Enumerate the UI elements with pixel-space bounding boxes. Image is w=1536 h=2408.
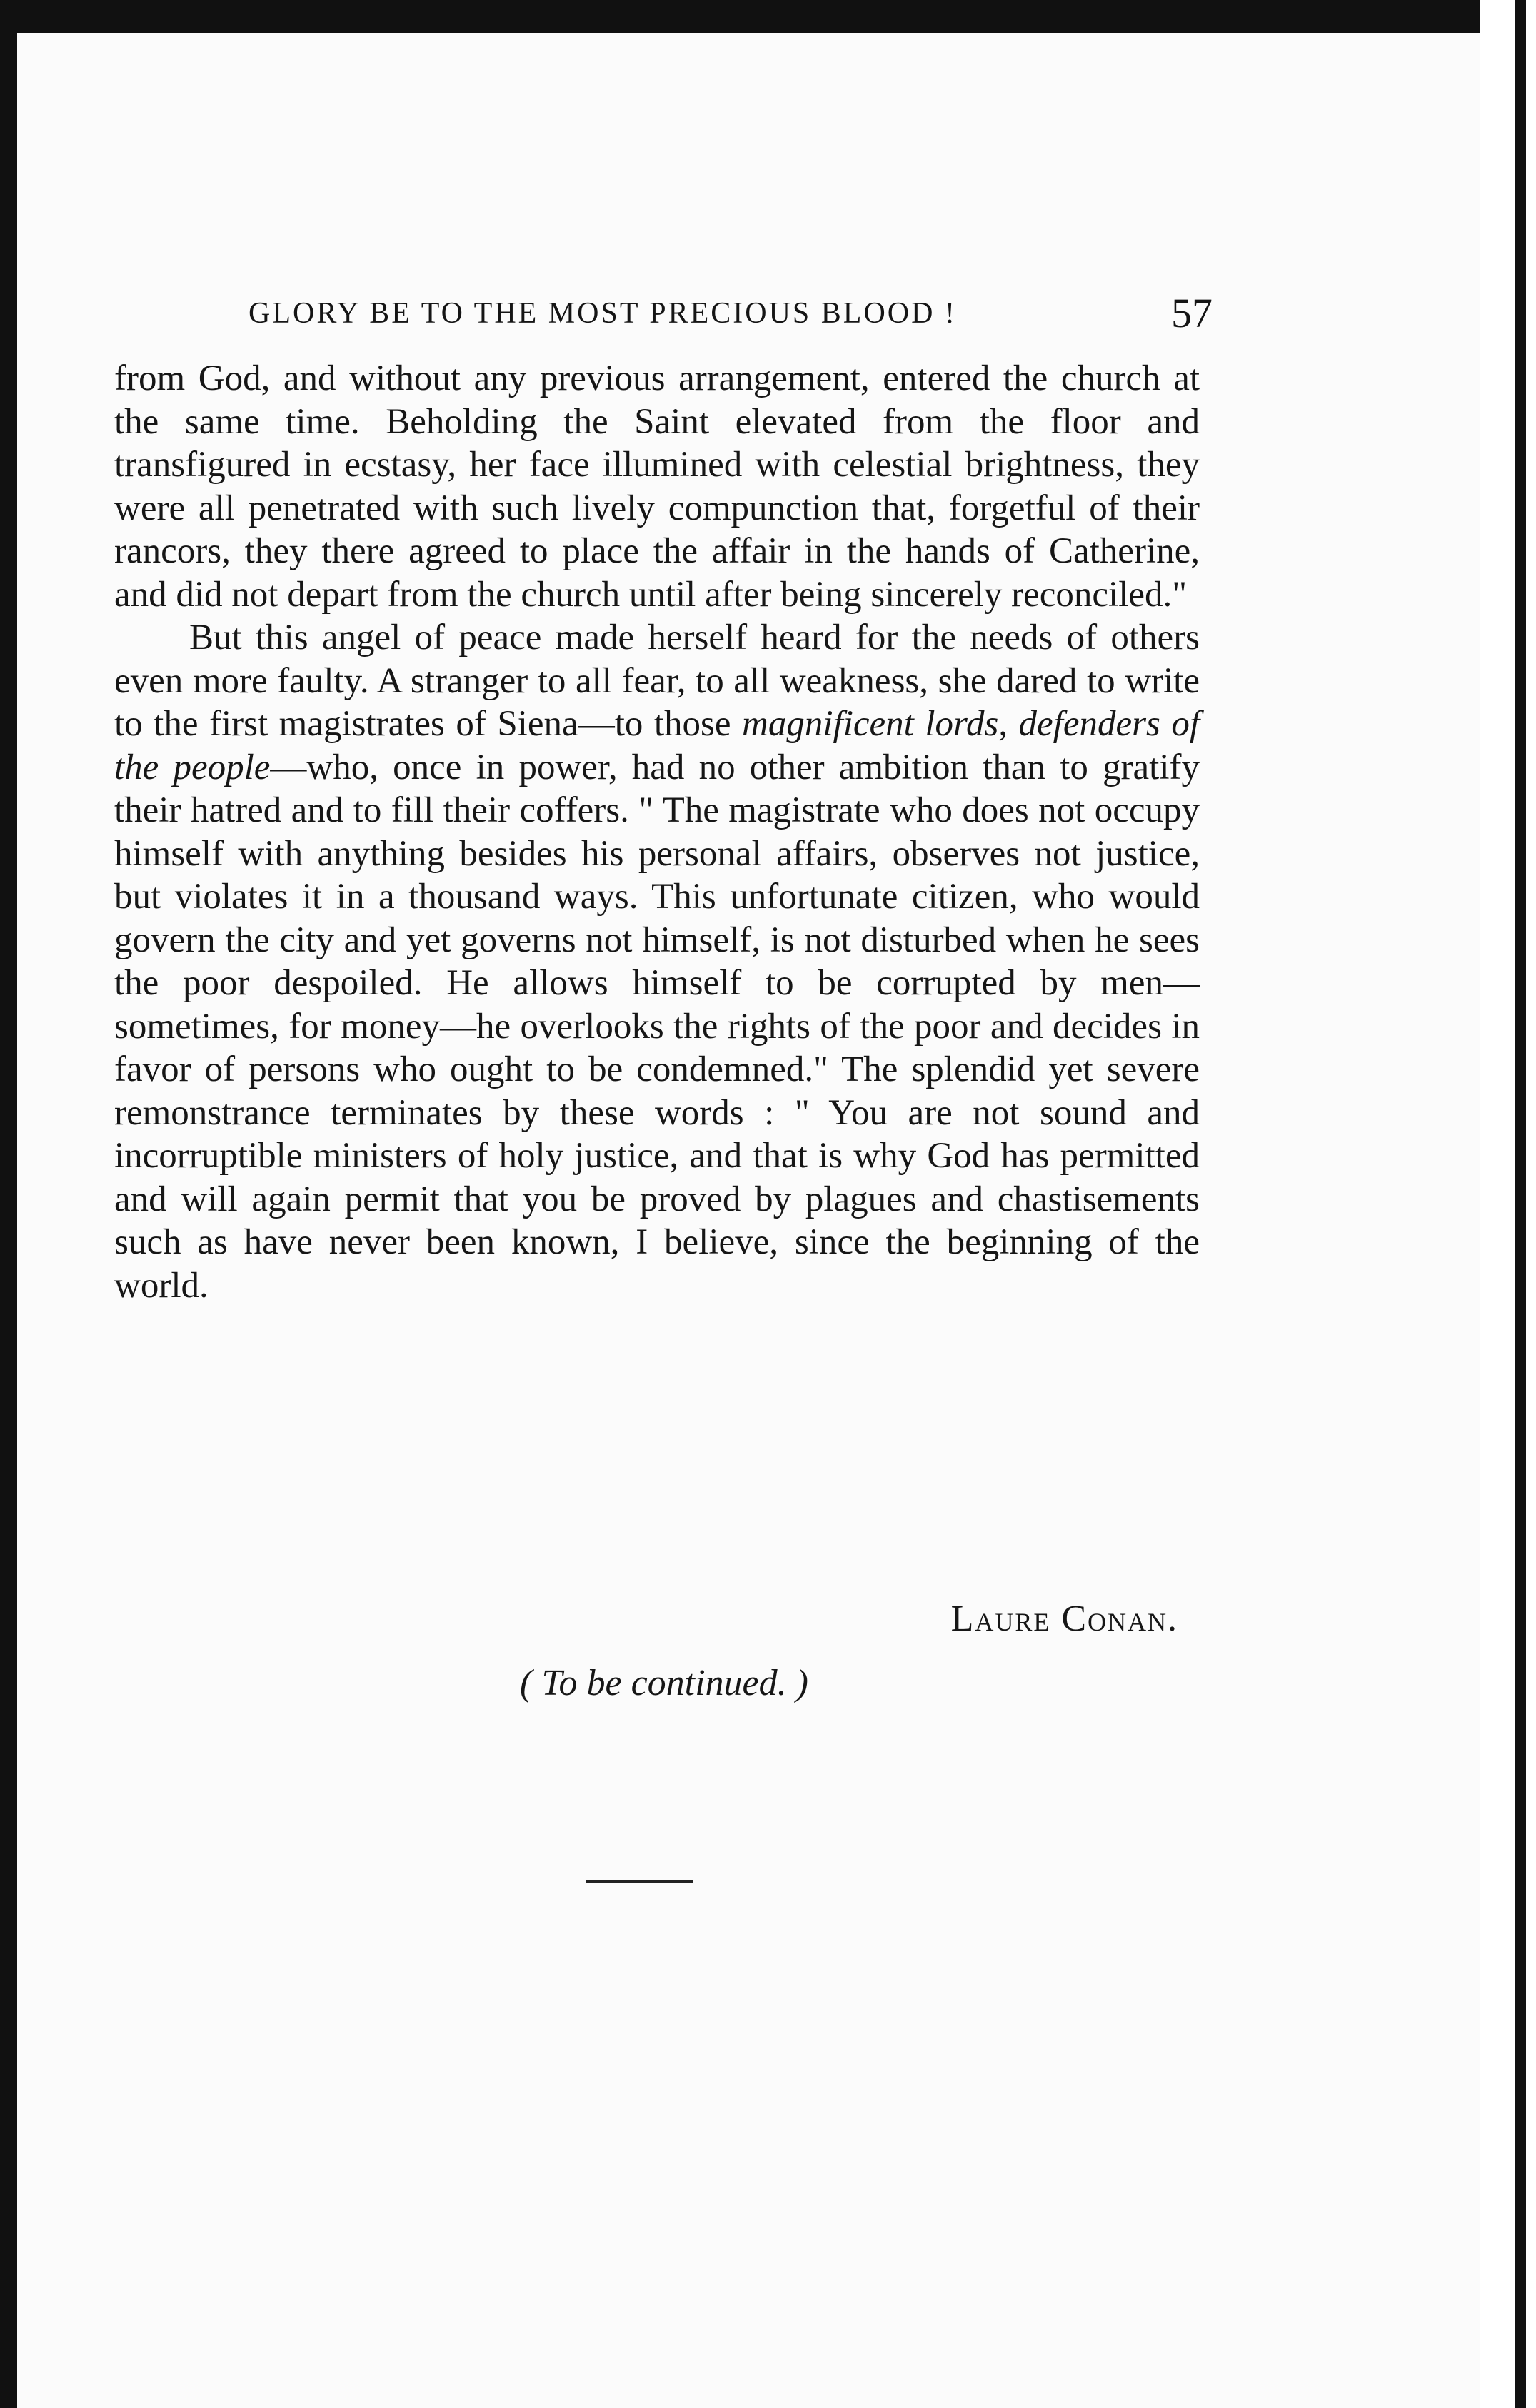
paragraph-2-start: But this angel of peace made herself heard for the needs of others even more faulty. A stranger to all fear, to all weakness, she dared to write to the first magistrates of Siena—to those — [114, 618, 1200, 744]
paragraph-1: from God, and without any previous arrangement, entered the church at the same time. Beholding the Saint elevated from the floor and transfigured in ecstasy, her face illumined with celestial brightness, they were all penetrated with such lively compunction that, forgetful of their rancors, they there agreed to place the affair in the hands of Catherine, and did not depart from the church until after being sincerely reconciled." — [114, 358, 1200, 615]
end-rule — [586, 1880, 693, 1883]
scan-edge-top — [0, 0, 1482, 33]
page-number: 57 — [1171, 290, 1213, 336]
paragraph-2-end: —who, once in power, had no other ambition than to gratify their hatred and to fill their coffers. " The magistrate who does not occupy himself with anything besides his personal affairs, observes not justice, but violates it in a thousand ways. This unfortunate citizen, who would govern the city and yet governs not himself, is not disturbed when he sees the poor despoiled. He allows himself to be corrupted by men—sometimes, for money—he overlooks the rights of the poor and decides in favor of persons who ought to be condemned." The splendid yet severe remonstrance terminates by these words : " You are not sound and incorruptible ministers of holy justice, and that is why God has permitted and will again permit that you be proved by plagues and chastisements such as have never been known, I believe, since the beginning of the world. — [114, 747, 1200, 1306]
author-signature: Laure Conan. — [950, 1598, 1178, 1639]
paragraph-2-italic: magnificent lords, defenders of the people — [114, 704, 1200, 787]
continued-note: ( To be continued. ) — [520, 1663, 808, 1703]
scan-edge-right — [1480, 0, 1536, 2408]
running-head — [249, 289, 1213, 339]
scan-edge-left — [0, 0, 17, 2408]
paragraph-2 — [114, 616, 1200, 1307]
running-title: GLORY BE TO THE MOST PRECIOUS BLOOD ! — [249, 297, 957, 330]
scan-gutter-bar — [1515, 0, 1526, 2408]
body-text — [114, 357, 1200, 1307]
